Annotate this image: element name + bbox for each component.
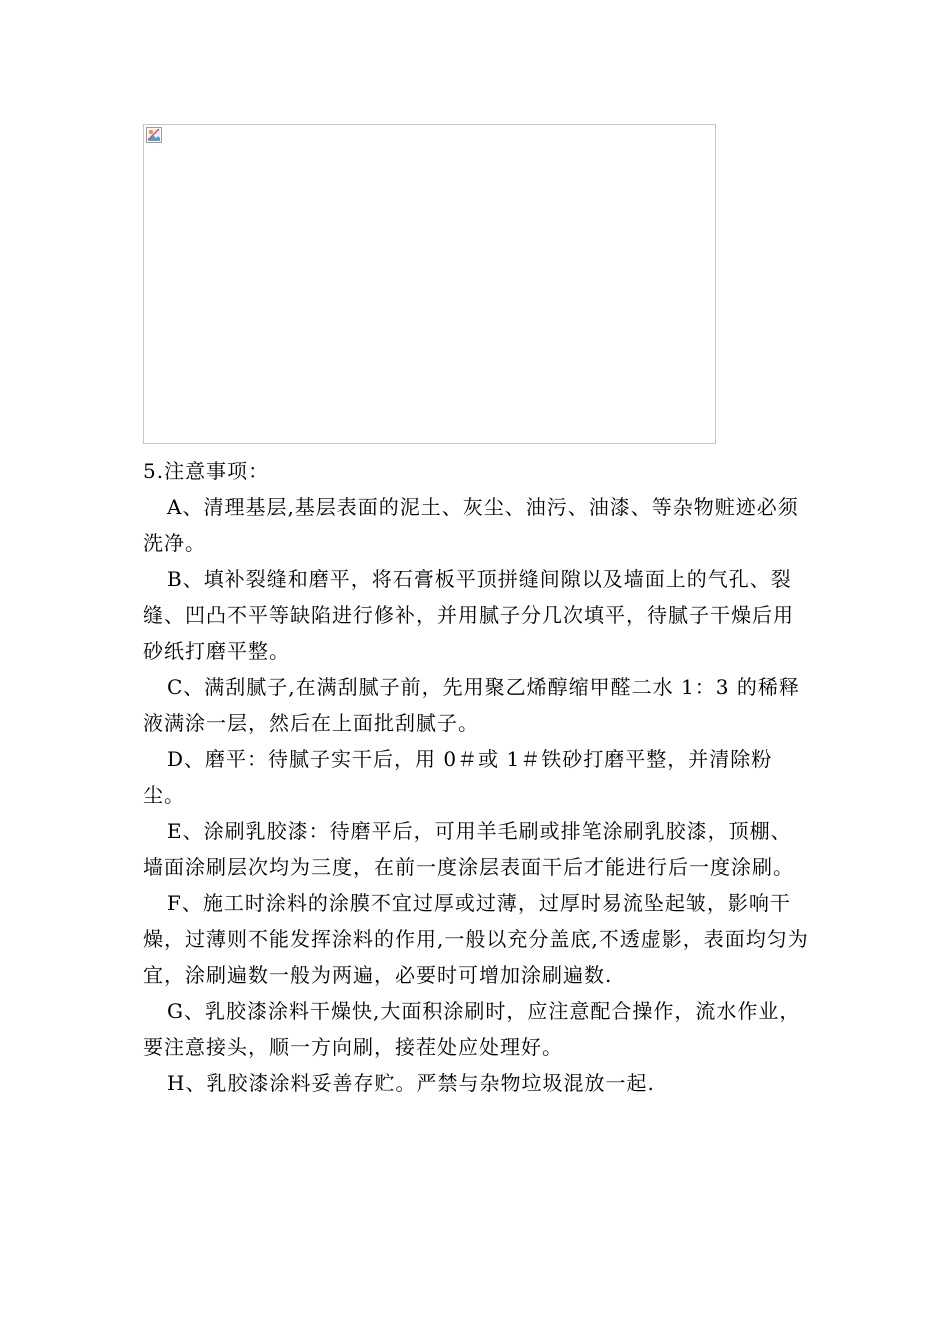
note-item-h: H、乳胶漆涂料妥善存贮。严禁与杂物垃圾混放一起. — [167, 1071, 655, 1095]
note-item-g: G、乳胶漆涂料干燥快,大面积涂刷时，应注意配合操作，流水作业，要注意接头，顺一方向刷，接茬处应处理好。 — [143, 999, 801, 1059]
note-item-d: D、磨平：待腻子实干后，用 0＃或 1＃铁砂打磨平整，并清除粉尘。 — [143, 747, 773, 807]
notes-section — [143, 453, 810, 1101]
note-item-c: C、满刮腻子,在满刮腻子前，先用聚乙烯醇缩甲醛二水 1：3 的稀释液满涂一层，然后在上面批刮腻子。 — [143, 675, 800, 735]
note-item-a: A、清理基层,基层表面的泥土、灰尘、油污、油漆、等杂物赃迹必须洗净。 — [143, 495, 799, 555]
image-placeholder — [143, 124, 716, 444]
section-heading: 5.注意事项： — [143, 459, 270, 483]
note-item-b: B、填补裂缝和磨平，将石膏板平顶拼缝间隙以及墙面上的气孔、裂缝、凹凸不平等缺陷进行修补，并用腻子分几次填平，待腻子干燥后用砂纸打磨平整。 — [143, 567, 794, 663]
note-item-f: F、施工时涂料的涂膜不宜过厚或过薄，过厚时易流坠起皱，影响干燥，过薄则不能发挥涂料的作用,一般以充分盖底,不透虚影，表面均匀为宜，涂刷遍数一般为两遍，必要时可增加涂刷遍数. — [143, 891, 809, 987]
note-item-e: E、涂刷乳胶漆：待磨平后，可用羊毛刷或排笔涂刷乳胶漆，顶棚、墙面涂刷层次均为三度，在前一度涂层表面干后才能进行后一度涂刷。 — [143, 819, 794, 879]
broken-image-icon — [146, 127, 162, 143]
